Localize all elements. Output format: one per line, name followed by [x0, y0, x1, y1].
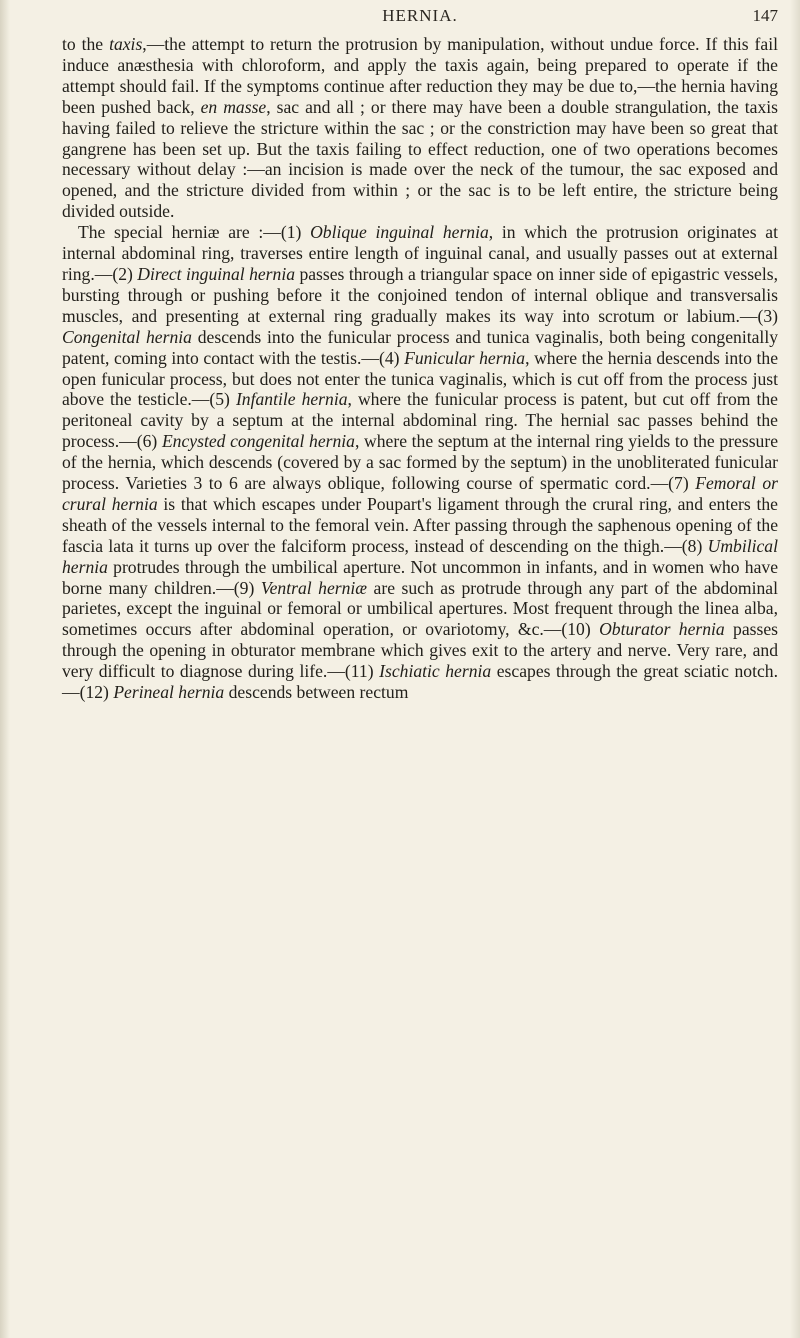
text-run: is that which escapes under Poupart's ligament through the crural ring, and enters the sheath of the vessels internal to the femoral vein. After passing through the saphenous opening of the fascia lata it turns up over the falciform process, instead of descending on the thigh.—(8) [62, 493, 778, 556]
text-run: , sac and all ; or there may have been a double strangulation, the taxis having failed to relieve the stricture within the sac ; or the constriction may have been so great that gangrene has been set up. But the taxis failing to effect reduction, one of two operations becomes necessary without delay :—an incision is made over the neck of the tumour, the sac exposed and opened, and the stricture divided from within ; or the sac is to be left entire, the stricture being divided outside. [62, 96, 778, 222]
text-run: passes through a triangular space on inner side of epigastric vessels, bursting through or pushing before it the conjoined tendon of internal oblique and transversalis muscles, and presenting at external ring gradually makes its way into scrotum or labium.—(3) [62, 263, 778, 326]
running-head-title: HERNIA. [382, 6, 458, 25]
text-run: descends between rectum [224, 682, 409, 703]
italic-term: Perineal hernia [113, 682, 225, 703]
paragraph [62, 222, 778, 703]
text-run: protrudes through the umbilical aperture. Not uncommon in infants, and in women who have borne many children.—(9) [62, 556, 778, 598]
text-run: to the [62, 34, 110, 54]
body-text [62, 34, 778, 703]
italic-term: Congenital hernia [62, 326, 192, 347]
page-gutter-shadow [0, 0, 10, 1338]
text-run: , in which the protrusion originates at internal abdominal ring, traverses entire length of inguinal canal, and usually passes out at external ring.—(2) [62, 222, 778, 284]
italic-term: Oblique inguinal hernia [310, 222, 489, 243]
text-run: ,—the attempt to return the protrusion by manipulation, without undue force. If this fail induce anæsthesia with chloroform, and apply the taxis again, being prepared to operate if the attempt should fail. If the symptoms continue after reduction they may be due to,—the hernia having been pushed back, [62, 34, 778, 117]
italic-term: Umbilical hernia [62, 535, 778, 577]
italic-term: Femoral or crural hernia [62, 473, 778, 514]
italic-term: Infantile hernia [235, 389, 348, 410]
text-run: are such as protrude through any part of the abdominal parietes, except the inguinal or femoral or umbilical apertures. Most frequent through the linea alba, sometimes occurs after abdominal operation, or ovariotomy, &c.—(10) [62, 577, 778, 640]
italic-term: Direct inguinal hernia [137, 263, 296, 284]
italic-term: Funicular hernia [404, 347, 526, 368]
text-run: escapes through the great sciatic notch.—(12) [62, 661, 778, 703]
page-edge-shadow [790, 0, 800, 1338]
text-run: passes through the opening in obturator membrane which gives exit to the artery and nerve. Very rare, and very difficult to diagnose during life.—(11) [62, 619, 778, 682]
italic-term: Ventral herniæ [260, 577, 368, 598]
italic-term: Encysted congenital hernia [161, 431, 355, 452]
text-run: , where the hernia descends into the open funicular process, but does not enter the tunica vaginalis, which is cut off from the process just above the testicle.—(5) [62, 347, 778, 410]
italic-term: Obturator hernia [599, 619, 725, 640]
text-run: descends into the funicular process and tunica vaginalis, both being congenitally patent, coming into contact with the testis.—(4) [62, 326, 778, 368]
text-run: , where the septum at the internal ring yields to the pressure of the hernia, which descends (covered by a sac formed by the septum) in the unobliterated funicular process. Varieties 3 to 6 are always oblique, following course of spermatic cord.—(7) [62, 431, 779, 494]
italic-term: en masse [200, 96, 267, 117]
italic-term: taxis [109, 34, 143, 54]
page-number: 147 [752, 6, 778, 25]
italic-term: Ischiatic hernia [379, 661, 492, 682]
text-run: , where the funicular process is patent, but cut off from the peritoneal cavity by a septum at the internal abdominal ring. The hernial sac passes behind the process.—(6) [62, 389, 778, 452]
text-run: The special herniæ are :—(1) [78, 222, 311, 243]
running-head [62, 6, 778, 28]
paragraph [62, 34, 778, 222]
